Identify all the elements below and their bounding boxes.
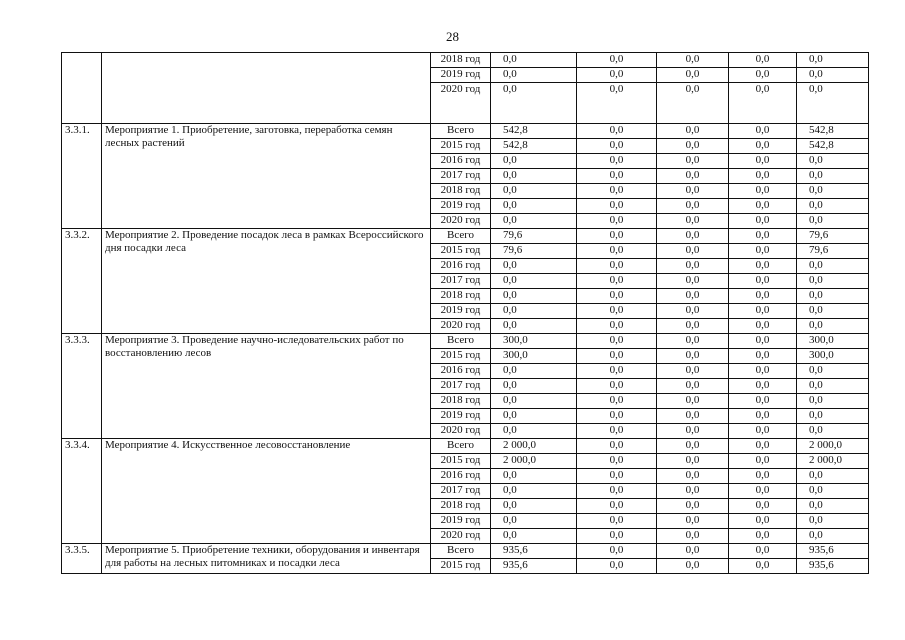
year-cell: 2016 год <box>431 469 491 484</box>
value-cell: 0,0 <box>729 199 797 214</box>
year-cell: 2016 год <box>431 259 491 274</box>
table-row <box>62 229 869 244</box>
value-cell: 935,6 <box>491 559 577 574</box>
value-cell: 0,0 <box>657 53 729 68</box>
year-cell: 2018 год <box>431 53 491 68</box>
value-cell: 0,0 <box>657 454 729 469</box>
value-cell: 0,0 <box>729 304 797 319</box>
value-cell: 0,0 <box>577 349 657 364</box>
value-cell: 0,0 <box>657 124 729 139</box>
value-cell: 0,0 <box>577 544 657 559</box>
value-cell: 300,0 <box>491 334 577 349</box>
value-cell: 0,0 <box>577 319 657 334</box>
value-cell: 0,0 <box>797 259 869 274</box>
value-cell: 0,0 <box>577 469 657 484</box>
value-cell: 0,0 <box>577 68 657 83</box>
code-cell <box>62 53 102 124</box>
value-cell: 0,0 <box>577 214 657 229</box>
year-cell: 2019 год <box>431 304 491 319</box>
value-cell: 0,0 <box>577 124 657 139</box>
value-cell: 0,0 <box>797 83 869 124</box>
value-cell: 0,0 <box>729 484 797 499</box>
year-cell: 2016 год <box>431 154 491 169</box>
value-cell: 0,0 <box>577 304 657 319</box>
measure-code: 3.3.4. <box>62 439 102 544</box>
value-cell: 0,0 <box>797 319 869 334</box>
value-cell: 0,0 <box>729 409 797 424</box>
value-cell: 300,0 <box>797 334 869 349</box>
value-cell: 0,0 <box>657 484 729 499</box>
value-cell: 0,0 <box>729 124 797 139</box>
value-cell: 0,0 <box>657 529 729 544</box>
value-cell: 0,0 <box>657 319 729 334</box>
value-cell: 0,0 <box>729 544 797 559</box>
measure-name: Мероприятие 1. Приобретение, заготовка, переработка семян лесных растений <box>102 124 431 229</box>
value-cell: 0,0 <box>729 529 797 544</box>
value-cell: 0,0 <box>657 214 729 229</box>
value-cell: 0,0 <box>657 304 729 319</box>
value-cell: 0,0 <box>729 319 797 334</box>
measure-name: Мероприятие 5. Приобретение техники, оборудования и инвентаря для работы на лесных питомниках и посадки леса <box>102 544 431 574</box>
value-cell: 0,0 <box>729 469 797 484</box>
value-cell: 0,0 <box>657 499 729 514</box>
value-cell: 0,0 <box>729 139 797 154</box>
value-cell: 0,0 <box>657 334 729 349</box>
year-cell: 2018 год <box>431 184 491 199</box>
value-cell: 2 000,0 <box>491 454 577 469</box>
value-cell: 0,0 <box>491 514 577 529</box>
value-cell: 0,0 <box>657 379 729 394</box>
year-cell: 2020 год <box>431 529 491 544</box>
value-cell: 0,0 <box>657 83 729 124</box>
value-cell: 0,0 <box>657 289 729 304</box>
year-cell: 2020 год <box>431 319 491 334</box>
year-cell: 2015 год <box>431 139 491 154</box>
value-cell: 0,0 <box>729 364 797 379</box>
value-cell: 0,0 <box>577 439 657 454</box>
year-cell: 2018 год <box>431 289 491 304</box>
value-cell: 935,6 <box>491 544 577 559</box>
value-cell: 0,0 <box>797 53 869 68</box>
value-cell: 0,0 <box>491 68 577 83</box>
value-cell: 0,0 <box>729 214 797 229</box>
value-cell: 0,0 <box>797 184 869 199</box>
value-cell: 2 000,0 <box>797 439 869 454</box>
value-cell: 0,0 <box>657 244 729 259</box>
measure-code: 3.3.2. <box>62 229 102 334</box>
value-cell: 0,0 <box>657 154 729 169</box>
year-cell: Всего <box>431 544 491 559</box>
year-cell: 2020 год <box>431 424 491 439</box>
year-cell: 2017 год <box>431 379 491 394</box>
value-cell: 0,0 <box>729 349 797 364</box>
value-cell: 0,0 <box>577 53 657 68</box>
value-cell: 0,0 <box>491 154 577 169</box>
value-cell: 0,0 <box>577 154 657 169</box>
value-cell: 0,0 <box>797 154 869 169</box>
value-cell: 0,0 <box>729 83 797 124</box>
year-cell: 2019 год <box>431 199 491 214</box>
year-cell: 2015 год <box>431 244 491 259</box>
value-cell: 0,0 <box>729 68 797 83</box>
year-cell: Всего <box>431 124 491 139</box>
value-cell: 0,0 <box>729 499 797 514</box>
value-cell: 0,0 <box>577 409 657 424</box>
value-cell: 0,0 <box>729 514 797 529</box>
year-cell: Всего <box>431 229 491 244</box>
value-cell: 0,0 <box>797 424 869 439</box>
year-cell: 2019 год <box>431 68 491 83</box>
value-cell: 0,0 <box>577 514 657 529</box>
value-cell: 0,0 <box>491 199 577 214</box>
value-cell: 0,0 <box>729 439 797 454</box>
year-cell: 2015 год <box>431 454 491 469</box>
measure-code: 3.3.1. <box>62 124 102 229</box>
value-cell: 0,0 <box>797 304 869 319</box>
value-cell: 0,0 <box>491 319 577 334</box>
value-cell: 0,0 <box>491 424 577 439</box>
measure-name: Мероприятие 4. Искусственное лесовосстановление <box>102 439 431 544</box>
value-cell: 0,0 <box>657 364 729 379</box>
value-cell: 0,0 <box>491 364 577 379</box>
table-row <box>62 544 869 559</box>
value-cell: 0,0 <box>577 424 657 439</box>
value-cell: 2 000,0 <box>491 439 577 454</box>
value-cell: 0,0 <box>577 529 657 544</box>
value-cell: 0,0 <box>729 53 797 68</box>
value-cell: 0,0 <box>491 304 577 319</box>
value-cell: 2 000,0 <box>797 454 869 469</box>
value-cell: 0,0 <box>797 514 869 529</box>
value-cell: 0,0 <box>577 289 657 304</box>
measure-name: Мероприятие 2. Проведение посадок леса в рамках Всероссийского дня посадки леса <box>102 229 431 334</box>
value-cell: 0,0 <box>797 529 869 544</box>
table-row <box>62 53 869 68</box>
year-cell: 2018 год <box>431 394 491 409</box>
value-cell: 0,0 <box>657 274 729 289</box>
value-cell: 79,6 <box>797 244 869 259</box>
year-cell: 2019 год <box>431 514 491 529</box>
value-cell: 0,0 <box>797 274 869 289</box>
value-cell: 0,0 <box>797 214 869 229</box>
year-cell: 2015 год <box>431 349 491 364</box>
table-row <box>62 334 869 349</box>
value-cell: 0,0 <box>797 409 869 424</box>
value-cell: 0,0 <box>657 229 729 244</box>
value-cell: 0,0 <box>797 364 869 379</box>
year-cell: 2020 год <box>431 214 491 229</box>
value-cell: 0,0 <box>797 289 869 304</box>
value-cell: 935,6 <box>797 559 869 574</box>
value-cell: 0,0 <box>577 259 657 274</box>
page-number: 28 <box>446 29 459 44</box>
value-cell: 0,0 <box>729 394 797 409</box>
value-cell: 0,0 <box>577 199 657 214</box>
value-cell: 0,0 <box>577 244 657 259</box>
year-cell: 2015 год <box>431 559 491 574</box>
table-row <box>62 124 869 139</box>
value-cell: 0,0 <box>729 154 797 169</box>
value-cell: 935,6 <box>797 544 869 559</box>
value-cell: 0,0 <box>491 289 577 304</box>
value-cell: 0,0 <box>577 83 657 124</box>
value-cell: 542,8 <box>797 124 869 139</box>
value-cell: 0,0 <box>729 259 797 274</box>
value-cell: 0,0 <box>797 484 869 499</box>
year-cell: 2020 год <box>431 83 491 124</box>
value-cell: 0,0 <box>491 259 577 274</box>
value-cell: 0,0 <box>491 484 577 499</box>
value-cell: 0,0 <box>657 199 729 214</box>
value-cell: 0,0 <box>729 169 797 184</box>
value-cell: 0,0 <box>797 169 869 184</box>
value-cell: 0,0 <box>491 529 577 544</box>
value-cell: 0,0 <box>657 469 729 484</box>
value-cell: 0,0 <box>491 53 577 68</box>
value-cell: 0,0 <box>491 184 577 199</box>
value-cell: 0,0 <box>577 559 657 574</box>
value-cell: 0,0 <box>729 454 797 469</box>
value-cell: 0,0 <box>657 544 729 559</box>
value-cell: 300,0 <box>797 349 869 364</box>
value-cell: 0,0 <box>657 394 729 409</box>
value-cell: 0,0 <box>491 394 577 409</box>
value-cell: 0,0 <box>657 184 729 199</box>
year-cell: 2019 год <box>431 409 491 424</box>
value-cell: 0,0 <box>577 364 657 379</box>
value-cell: 0,0 <box>657 259 729 274</box>
value-cell: 0,0 <box>491 169 577 184</box>
value-cell: 0,0 <box>577 229 657 244</box>
value-cell: 0,0 <box>729 229 797 244</box>
value-cell: 0,0 <box>577 139 657 154</box>
value-cell: 0,0 <box>729 379 797 394</box>
measure-code: 3.3.5. <box>62 544 102 574</box>
value-cell: 0,0 <box>657 68 729 83</box>
value-cell: 542,8 <box>797 139 869 154</box>
value-cell: 0,0 <box>797 199 869 214</box>
value-cell: 0,0 <box>729 334 797 349</box>
year-cell: 2017 год <box>431 274 491 289</box>
value-cell: 0,0 <box>657 439 729 454</box>
value-cell: 542,8 <box>491 139 577 154</box>
value-cell: 0,0 <box>797 394 869 409</box>
year-cell: 2018 год <box>431 499 491 514</box>
value-cell: 542,8 <box>491 124 577 139</box>
value-cell: 0,0 <box>577 274 657 289</box>
year-cell: 2016 год <box>431 364 491 379</box>
budget-table <box>61 52 869 574</box>
value-cell: 0,0 <box>577 484 657 499</box>
year-cell: 2017 год <box>431 169 491 184</box>
value-cell: 0,0 <box>729 559 797 574</box>
value-cell: 0,0 <box>729 244 797 259</box>
value-cell: 0,0 <box>491 214 577 229</box>
name-cell <box>102 53 431 124</box>
year-cell: Всего <box>431 439 491 454</box>
value-cell: 0,0 <box>491 379 577 394</box>
value-cell: 0,0 <box>729 289 797 304</box>
value-cell: 0,0 <box>657 514 729 529</box>
value-cell: 0,0 <box>577 334 657 349</box>
year-cell: Всего <box>431 334 491 349</box>
table-row <box>62 439 869 454</box>
value-cell: 0,0 <box>797 379 869 394</box>
value-cell: 0,0 <box>797 499 869 514</box>
value-cell: 0,0 <box>797 68 869 83</box>
value-cell: 0,0 <box>729 424 797 439</box>
value-cell: 79,6 <box>491 244 577 259</box>
value-cell: 0,0 <box>729 184 797 199</box>
value-cell: 0,0 <box>491 274 577 289</box>
value-cell: 0,0 <box>491 469 577 484</box>
year-cell: 2017 год <box>431 484 491 499</box>
value-cell: 300,0 <box>491 349 577 364</box>
value-cell: 0,0 <box>729 274 797 289</box>
measure-code: 3.3.3. <box>62 334 102 439</box>
value-cell: 0,0 <box>577 169 657 184</box>
value-cell: 0,0 <box>797 469 869 484</box>
value-cell: 0,0 <box>657 349 729 364</box>
value-cell: 79,6 <box>491 229 577 244</box>
measure-name: Мероприятие 3. Проведение научно-иследовательских работ по восстановлению лесов <box>102 334 431 439</box>
value-cell: 0,0 <box>657 424 729 439</box>
value-cell: 79,6 <box>797 229 869 244</box>
value-cell: 0,0 <box>491 83 577 124</box>
value-cell: 0,0 <box>577 454 657 469</box>
value-cell: 0,0 <box>577 379 657 394</box>
value-cell: 0,0 <box>657 409 729 424</box>
value-cell: 0,0 <box>657 559 729 574</box>
value-cell: 0,0 <box>657 139 729 154</box>
value-cell: 0,0 <box>491 409 577 424</box>
value-cell: 0,0 <box>577 394 657 409</box>
value-cell: 0,0 <box>657 169 729 184</box>
value-cell: 0,0 <box>577 184 657 199</box>
value-cell: 0,0 <box>491 499 577 514</box>
value-cell: 0,0 <box>577 499 657 514</box>
